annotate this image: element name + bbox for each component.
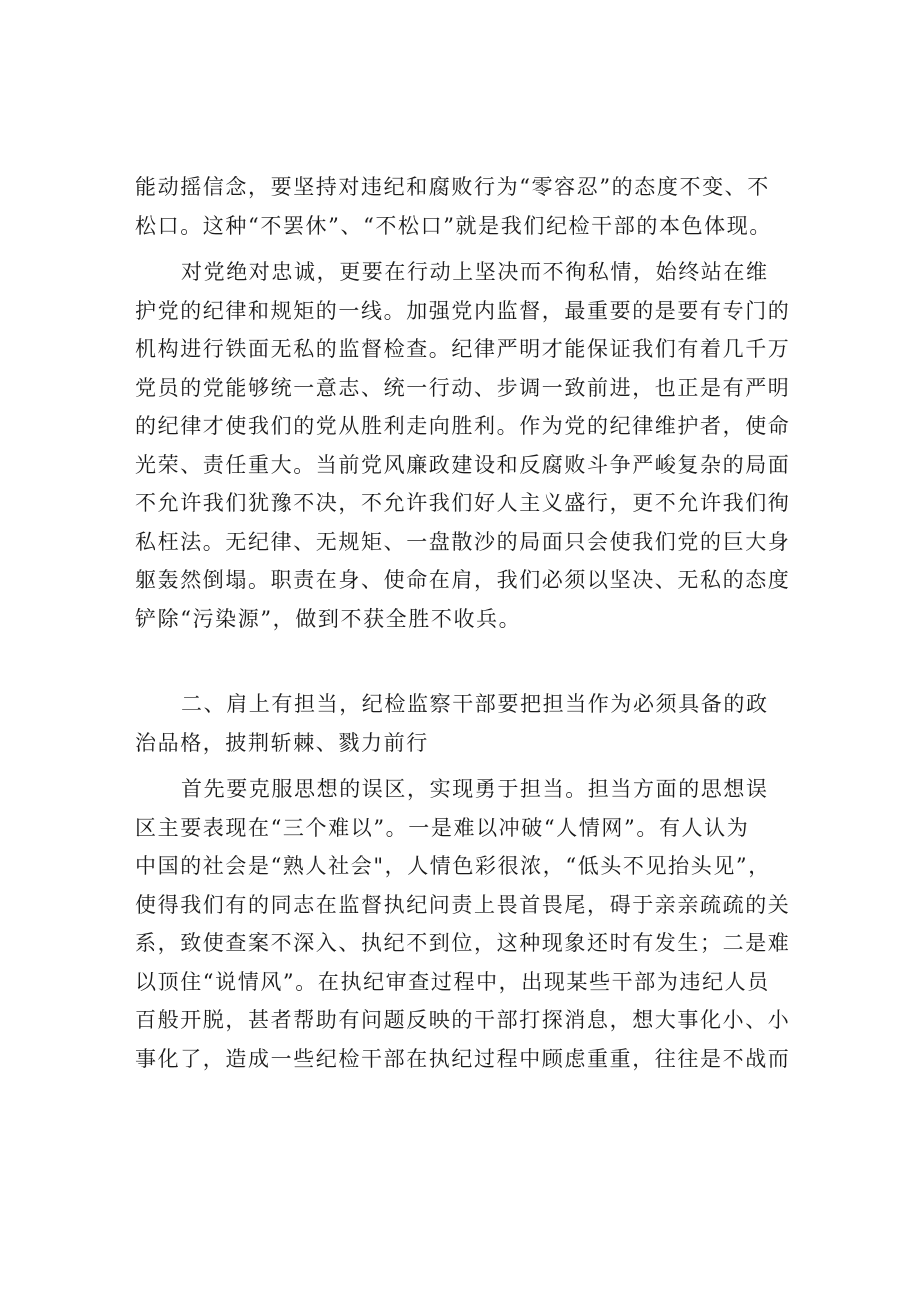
paragraph-loyalty [135,253,800,638]
text-line: 对党绝对忠诚，更要在行动上坚决而不徇私情，始终站在维 [181,260,769,284]
text-line: 不允许我们犹豫不决，不允许我们好人主义盛行，更不允许我们徇 [135,491,791,515]
text-line: 机构进行铁面无私的监督检查。纪律严明才能保证我们有着几千万 [135,337,791,361]
text-line: 私枉法。无纪律、无规矩、一盘散沙的局面只会使我们党的巨大身 [135,529,791,554]
text-line: 光荣、责任重大。当前党风廉政建设和反腐败斗争严峻复杂的局面 [135,452,791,477]
text-line: 事化了，造成一些纪检干部在执纪过程中顾虑重重，往往是不战而 [135,1046,791,1071]
text-line: 中国的社会是“熟人社会"，人情色彩很浓，“低头不见抬头见”， [135,854,771,878]
paragraph-continuation [135,168,800,245]
text-line: 使得我们有的同志在监督执纪问责上畏首畏尾，碍于亲亲疏疏的关 [135,892,791,917]
section-heading-two [135,685,800,762]
text-line: 铲除“污染源”，做到不获全胜不收兵。 [135,606,522,631]
text-line: 首先要克服思想的误区，实现勇于担当。担当方面的思想误 [181,777,769,801]
text-line: 松口。这种“不罢休”、“不松口”就是我们纪检干部的本色体现。 [135,213,772,238]
text-line: 百般开脱，甚者帮助有问题反映的干部打探消息，想大事化小、小 [135,1008,791,1032]
text-line: 党员的党能够统一意志、统一行动、步调一致前进，也正是有严明 [135,375,791,400]
text-line: 护党的纪律和规矩的一线。加强党内监督，最重要的是要有专门的 [135,298,791,323]
text-line: 治品格，披荆斩棘、戮力前行 [135,730,429,755]
text-line: 二、肩上有担当，纪检监察干部要把担当作为必须具备的政 [181,692,769,716]
text-line: 区主要表现在“三个难以”。一是难以冲破“人情网”。有人认为 [135,815,750,840]
text-line: 能动摇信念，要坚持对违纪和腐败行为“零容忍”的态度不变、不 [135,175,770,199]
text-line: 的纪律才使我们的党从胜利走向胜利。作为党的纪律维护者，使命 [135,414,791,438]
text-line: 躯轰然倒塌。职责在身、使命在肩，我们必须以坚决、无私的态度 [135,568,791,592]
text-line: 系，致使查案不深入、执纪不到位，这种现象还时有发生；二是难 [135,931,791,955]
paragraph-overcome-misconceptions [135,770,800,1078]
text-line: 以顶住“说情风”。在执纪审查过程中，出现某些干部为违纪人员 [135,969,770,994]
